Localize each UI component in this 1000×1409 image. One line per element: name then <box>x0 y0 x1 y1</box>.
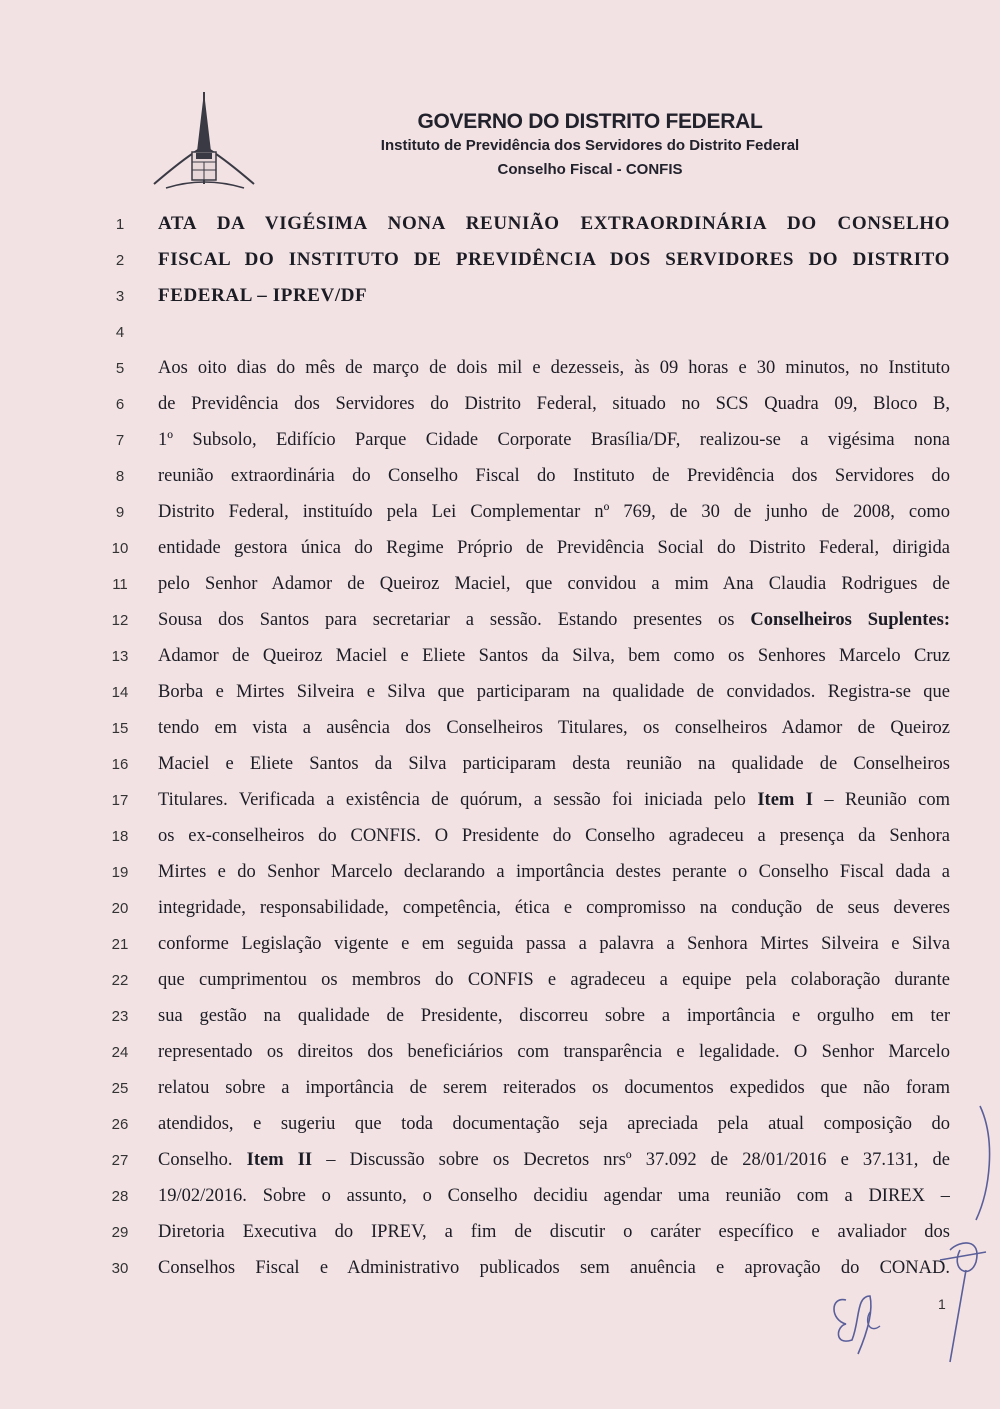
line-number: 24 <box>111 1044 129 1061</box>
text-run: entidade gestora única do Regime Próprio de Previdência Social do Distrito Federal, dirigida <box>158 538 950 558</box>
line-number: 6 <box>115 396 125 413</box>
text-run: Diretoria Executiva do IPREV, a fim de discutir o caráter específico e avaliador dos <box>158 1222 950 1242</box>
line-number: 4 <box>115 324 125 341</box>
line-number: 20 <box>111 900 129 917</box>
line-text <box>158 282 950 310</box>
line-text <box>158 894 950 922</box>
line-text <box>158 570 950 598</box>
bold-text: Item II <box>246 1150 313 1170</box>
text-run: FEDERAL – IPREV/DF <box>158 285 368 306</box>
handwritten-signatures <box>800 1100 1000 1400</box>
text-run: os ex-conselheiros do CONFIS. O Presidente do Conselho agradeceu a presença da Senhora <box>158 826 950 846</box>
line-number: 15 <box>111 720 129 737</box>
document-line <box>0 640 1000 676</box>
document-line <box>0 784 1000 820</box>
text-run: sua gestão na qualidade de Presidente, discorreu sobre a importância e orgulho em ter <box>158 1006 950 1026</box>
line-number: 19 <box>111 864 129 881</box>
text-run: – Discussão sobre os Decretos nrsº 37.092 de 28/01/2016 e 37.131, de <box>312 1150 950 1170</box>
government-title: GOVERNO DO DISTRITO FEDERAL <box>417 110 763 133</box>
line-number: 1 <box>115 216 125 233</box>
line-number: 28 <box>111 1188 129 1205</box>
document-line <box>0 316 1000 352</box>
text-run: relatou sobre a importância de serem reiterados os documentos expedidos que não foram <box>158 1078 950 1098</box>
document-line <box>0 856 1000 892</box>
line-text <box>158 642 950 670</box>
text-run: Aos oito dias do mês de março de dois mil e dezesseis, às 09 horas e 30 minutos, no Instituto <box>158 358 950 378</box>
line-text <box>158 498 950 526</box>
text-run: de Previdência dos Servidores do Distrito Federal, situado no SCS Quadra 09, Bloco B, <box>158 394 950 414</box>
line-number: 10 <box>111 540 129 557</box>
line-text <box>158 246 950 274</box>
text-run: pelo Senhor Adamor de Queiroz Maciel, que convidou a mim Ana Claudia Rodrigues de <box>158 574 950 594</box>
text-run: integridade, responsabilidade, competência, ética e compromisso na condução de seus deveres <box>158 898 950 918</box>
text-run: Titulares. Verificada a existência de quórum, a sessão foi iniciada pelo <box>158 790 758 810</box>
line-text <box>158 1074 950 1102</box>
document-line <box>0 208 1000 244</box>
bold-text: Conselheiros Suplentes: <box>750 610 950 630</box>
document-line <box>0 712 1000 748</box>
document-line <box>0 1036 1000 1072</box>
document-line <box>0 460 1000 496</box>
text-run: Borba e Mirtes Silveira e Silva que participaram na qualidade de convidados. Registra-se que <box>158 682 950 702</box>
document-line <box>0 892 1000 928</box>
line-number: 5 <box>115 360 125 377</box>
text-run: – Reunião com <box>812 790 950 810</box>
line-text <box>158 606 950 634</box>
text-run: 1º Subsolo, Edifício Parque Cidade Corporate Brasília/DF, realizou-se a vigésima nona <box>158 430 950 450</box>
council-name: Conselho Fiscal - CONFIS <box>497 161 683 178</box>
line-number: 16 <box>111 756 129 773</box>
text-run: reunião extraordinária do Conselho Fiscal do Instituto de Previdência dos Servidores do <box>158 466 950 486</box>
line-number: 23 <box>111 1008 129 1025</box>
line-text <box>158 210 950 238</box>
text-run: Sousa dos Santos para secretariar a sessão. Estando presentes os <box>158 610 751 630</box>
line-text <box>158 786 950 814</box>
text-run: Distrito Federal, instituído pela Lei Complementar nº 769, de 30 de junho de 2008, como <box>158 502 950 522</box>
document-line <box>0 676 1000 712</box>
text-run: Conselho. <box>158 1150 247 1170</box>
document-line <box>0 568 1000 604</box>
line-number: 18 <box>111 828 129 845</box>
line-text <box>158 750 950 778</box>
brasilia-emblem-icon <box>152 90 262 202</box>
line-text <box>158 390 950 418</box>
text-run: atendidos, e sugeriu que toda documentação seja apreciada pela atual composição do <box>158 1114 950 1134</box>
line-text <box>158 858 950 886</box>
line-number: 21 <box>111 936 129 953</box>
document-line <box>0 964 1000 1000</box>
line-number: 9 <box>115 504 125 521</box>
text-run: Maciel e Eliete Santos da Silva participaram desta reunião na qualidade de Conselheiros <box>158 754 950 774</box>
document-line <box>0 244 1000 280</box>
line-number: 22 <box>111 972 129 989</box>
line-number: 27 <box>111 1152 129 1169</box>
document-line <box>0 604 1000 640</box>
document-line <box>0 496 1000 532</box>
bold-text: Item I <box>757 790 813 810</box>
document-line <box>0 388 1000 424</box>
document-line <box>0 532 1000 568</box>
document-line <box>0 352 1000 388</box>
line-number: 30 <box>111 1260 129 1277</box>
line-text <box>158 1002 950 1030</box>
document-line <box>0 820 1000 856</box>
line-number: 25 <box>111 1080 129 1097</box>
line-text <box>158 822 950 850</box>
line-text <box>158 966 950 994</box>
line-text <box>158 534 950 562</box>
text-run: FISCAL DO INSTITUTO DE PREVIDÊNCIA DOS SERVIDORES DO DISTRITO <box>158 249 950 270</box>
text-run: Conselhos Fiscal e Administrativo publicados sem anuência e aprovação do CONAD. <box>158 1258 950 1278</box>
page-number: 1 <box>938 1296 946 1312</box>
text-run: que cumprimentou os membros do CONFIS e agradeceu a equipe pela colaboração durante <box>158 970 950 990</box>
line-text <box>158 714 950 742</box>
institute-name: Instituto de Previdência dos Servidores do Distrito Federal <box>380 137 800 154</box>
text-run: Mirtes e do Senhor Marcelo declarando a importância destes perante o Conselho Fiscal dada a <box>158 862 950 882</box>
line-number: 13 <box>111 648 129 665</box>
document-line <box>0 748 1000 784</box>
line-number: 17 <box>111 792 129 809</box>
line-text <box>158 930 950 958</box>
line-text <box>158 1038 950 1066</box>
line-number: 14 <box>111 684 129 701</box>
text-run: tendo em vista a ausência dos Conselheiros Titulares, os conselheiros Adamor de Queiroz <box>158 718 950 738</box>
line-number: 26 <box>111 1116 129 1133</box>
document-line <box>0 280 1000 316</box>
text-run: Adamor de Queiroz Maciel e Eliete Santos da Silva, bem como os Senhores Marcelo Cruz <box>158 646 950 666</box>
document-line <box>0 928 1000 964</box>
line-text <box>158 678 950 706</box>
line-number: 2 <box>115 252 125 269</box>
document-line <box>0 1000 1000 1036</box>
line-number: 12 <box>111 612 129 629</box>
line-text <box>158 354 950 382</box>
document-line <box>0 424 1000 460</box>
line-number: 3 <box>115 288 125 305</box>
text-run: representado os direitos dos beneficiários com transparência e legalidade. O Senhor Marcelo <box>158 1042 950 1062</box>
text-run: 19/02/2016. Sobre o assunto, o Conselho decidiu agendar uma reunião com a DIREX – <box>158 1186 950 1206</box>
text-run: conforme Legislação vigente e em seguida passa a palavra a Senhora Mirtes Silveira e Silva <box>158 934 950 954</box>
line-text <box>158 462 950 490</box>
text-run: ATA DA VIGÉSIMA NONA REUNIÃO EXTRAORDINÁRIA DO CONSELHO <box>158 213 950 234</box>
line-text <box>158 426 950 454</box>
line-number: 29 <box>111 1224 129 1241</box>
line-number: 11 <box>112 576 128 593</box>
line-number: 8 <box>115 468 125 485</box>
line-number: 7 <box>115 432 125 449</box>
